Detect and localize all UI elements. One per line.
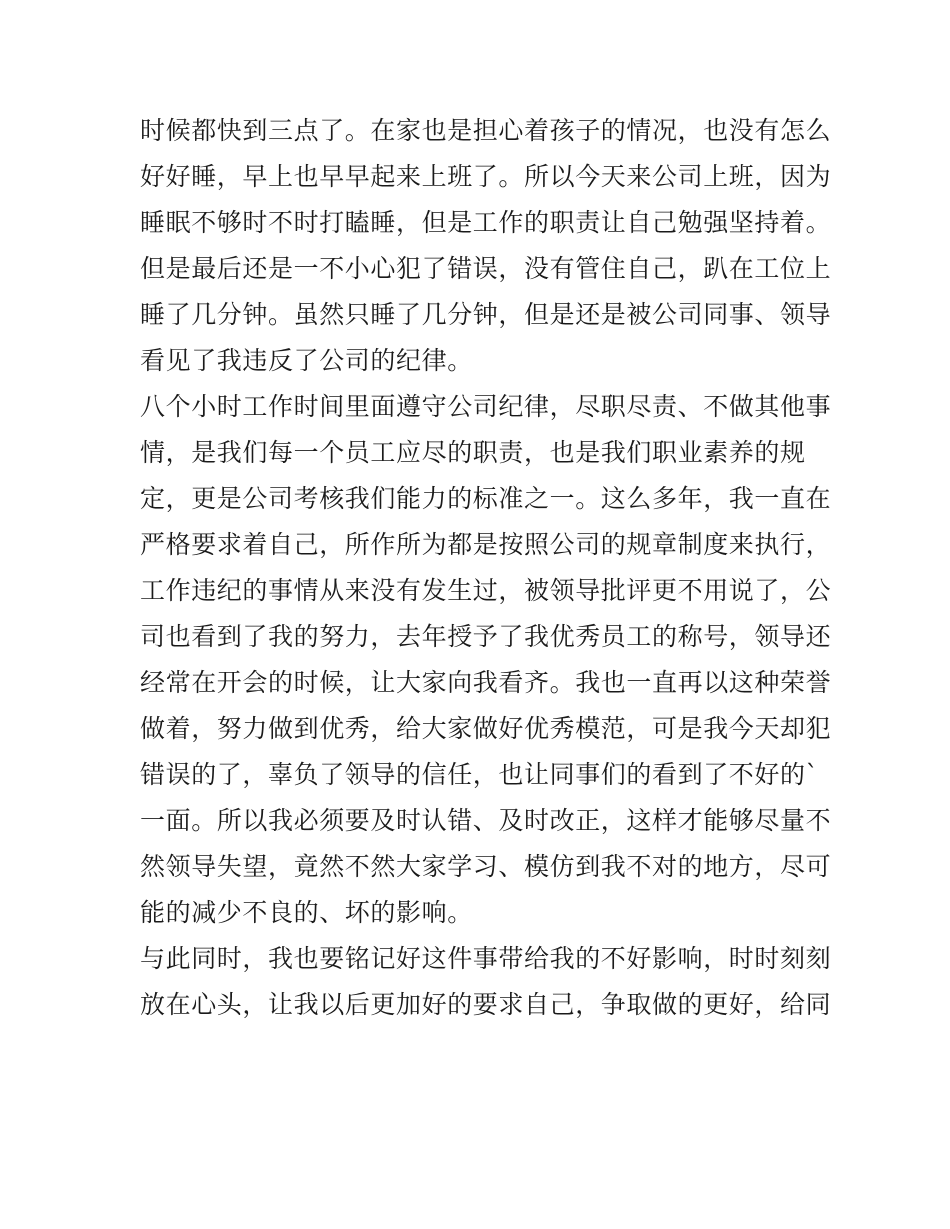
text-line: 八个小时工作时间里面遵守公司纪律，尽职尽责、不做其他事 [140,392,832,421]
text-line: 情，是我们每一个员工应尽的职责，也是我们职业素养的规 [140,438,806,467]
text-line: 做着，努力做到优秀，给大家做好优秀模范，可是我今天却犯 [140,714,832,743]
text-line: 司也看到了我的努力，去年授予了我优秀员工的称号，领导还 [140,622,832,651]
text-line: 但是最后还是一不小心犯了错误，没有管住自己，趴在工位上 [140,254,832,283]
text-line: 睡眠不够时不时打瞌睡，但是工作的职责让自己勉强坚持着。 [140,208,832,237]
text-line: 好好睡，早上也早早起来上班了。所以今天来公司上班，因为 [140,162,832,191]
text-line: 时候都快到三点了。在家也是担心着孩子的情况，也没有怎么 [140,116,832,145]
text-line: 放在心头，让我以后更加好的要求自己，争取做的更好，给同 [140,990,832,1019]
text-line: 与此同时，我也要铭记好这件事带给我的不好影响，时时刻刻 [140,944,832,973]
text-line: 工作违纪的事情从来没有发生过，被领导批评更不用说了，公 [140,576,832,605]
body-text [140,108,830,1028]
text-line: 严格要求着自己，所作所为都是按照公司的规章制度来执行， [140,530,832,559]
text-line: 睡了几分钟。虽然只睡了几分钟，但是还是被公司同事、领导 [140,300,832,329]
text-line: 然领导失望，竟然不然大家学习、模仿到我不对的地方，尽可 [140,852,832,881]
text-line: 经常在开会的时候，让大家向我看齐。我也一直再以这种荣誉 [140,668,832,697]
text-line: 看见了我违反了公司的纪律。 [140,346,473,375]
text-line: 一面。所以我必须要及时认错、及时改正，这样才能够尽量不 [140,806,832,835]
text-line: 错误的了，辜负了领导的信任，也让同事们的看到了不好的` [140,760,819,789]
text-line: 定，更是公司考核我们能力的标准之一。这么多年，我一直在 [140,484,832,513]
text-line: 能的减少不良的、坏的影响。 [140,898,473,927]
